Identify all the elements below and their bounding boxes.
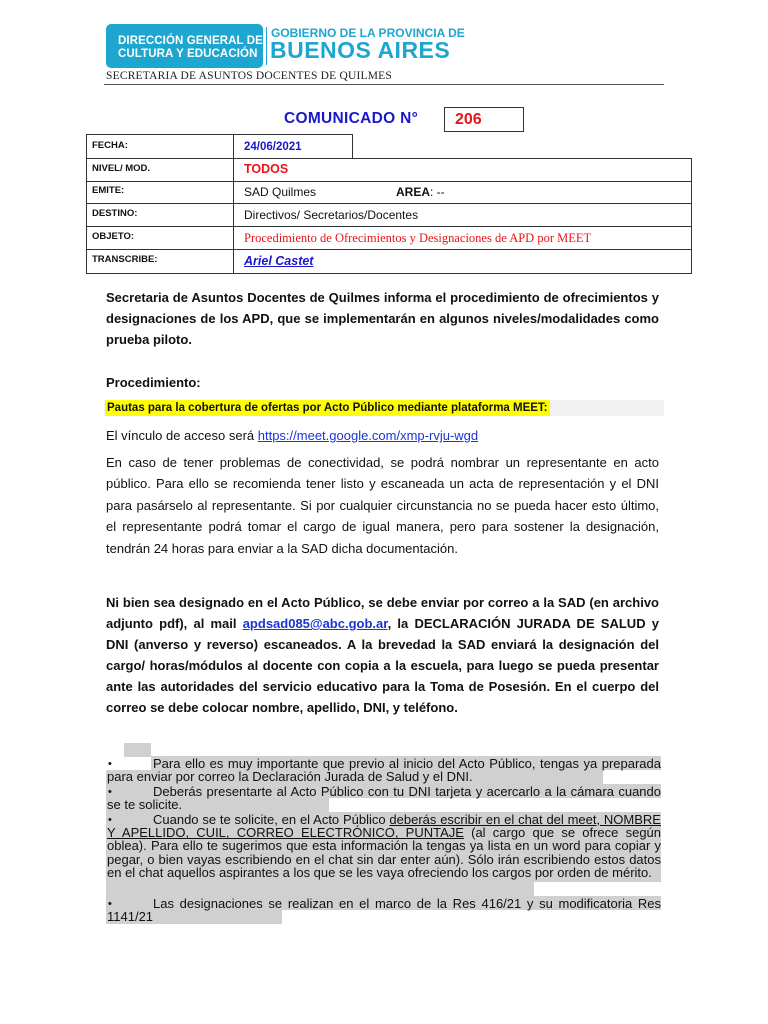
destino-label-cell: [86, 203, 234, 227]
transcribe-label: TRANSCRIBE:: [92, 254, 158, 265]
intro-paragraph: Secretaria de Asuntos Docentes de Quilmes informa el procedimiento de ofrecimientos y designaciones de los APD, que se implementarán en algunos niveles/modalidades como prueba piloto.: [106, 290, 659, 347]
vinculo-line: [106, 425, 659, 446]
fecha-label: FECHA:: [92, 140, 128, 151]
emite-value-cell: [233, 181, 692, 204]
emite-value: SAD Quilmes: [244, 185, 317, 199]
destino-value-cell: [233, 203, 692, 227]
designado-part2: , la DECLARACIÓN JURADA DE SALUD y DNI (anverso y reverso) escaneados. A la brevedad la SAD enviará la designación del cargo/ horas/módulos al docente con copia a la escuela, para luego se pueda presentar ante las autoridades del servicio educativo para la Toma de Posesión. En el cuerpo del correo se debe colocar nombre, apellido, DNI, y teléfono.: [106, 616, 659, 715]
emite-label-cell: [86, 181, 234, 204]
objeto-label-cell: [86, 226, 234, 250]
destino-value: Directivos/ Secretarios/Docentes: [244, 208, 419, 222]
meet-link[interactable]: https://meet.google.com/xmp-rvju-wgd: [257, 428, 479, 443]
gov-province-name: BUENOS AIRES: [270, 37, 451, 63]
logo-line-1: DIRECCIÓN GENERAL DE: [118, 35, 263, 47]
pautas-heading: Pautas para la cobertura de ofertas por Acto Público mediante plataforma MEET:: [107, 402, 548, 414]
bullet-2-marker: •: [108, 786, 112, 798]
objeto-value-cell: [233, 226, 692, 250]
email-link[interactable]: apdsad085@abc.gob.ar: [242, 616, 388, 631]
fecha-label-cell: [86, 134, 234, 159]
logo-divider: [266, 27, 267, 65]
bullet-1-marker: •: [108, 758, 112, 770]
conectividad-paragraph: En caso de tener problemas de conectividad, se podrá nombrar un representante en acto público. Para ello se recomienda tener listo y escaneada un acta de representación y el DNI para pasárselo al representante. Si por cualquier circunstancia no se pueda hacer esto último, el representante podrá tomar el cargo de igual manera, pero para sostener la designación, tendrán 24 horas para enviar a la SAD dicha documentación.: [106, 455, 659, 556]
fecha-value-cell: [233, 134, 353, 159]
comunicado-number: 206: [444, 107, 524, 132]
dgcye-logo: [106, 24, 263, 68]
bullet-3-marker: •: [108, 814, 112, 826]
objeto-value: Procedimiento de Ofrecimientos y Designaciones de APD por MEET: [244, 231, 592, 245]
area-label: AREA: [396, 185, 431, 199]
transcribe-label-cell: [86, 249, 234, 274]
bullet-4-text: Las designaciones se realizan en el marco de la Res 416/21 y su modificatoria Res 1141/21: [107, 896, 661, 925]
bullet-1-text: Para ello es muy importante que previo al inicio del Acto Público, tengas ya preparada para enviar por correo la Declaración Jurada de Salud y el DNI.: [107, 756, 661, 785]
bullet-2-text: Deberás presentarte al Acto Público con tu DNI tarjeta y acercarlo a la cámara cuando se te solicite.: [107, 784, 661, 813]
bullet-3-underlined: deberás escribir en el chat del meet, NOMBRE Y APELLIDO, CUIL, CORREO ELECTRÓNICO, PUNTAJE: [107, 812, 661, 841]
header-divider: [104, 84, 664, 85]
bullet-4-marker: •: [108, 898, 112, 910]
bullet-3-pre: Cuando se te solicite, en el Acto Público: [153, 812, 390, 827]
comunicado-title: COMUNICADO N°: [284, 110, 419, 127]
logo-line-2: CULTURA Y EDUCACIÓN: [118, 48, 258, 60]
objeto-label: OBJETO:: [92, 231, 135, 242]
secretaria-heading: SECRETARIA DE ASUNTOS DOCENTES DE QUILMES: [106, 70, 392, 82]
designado-paragraph: [106, 592, 659, 718]
nivel-value-cell: [233, 158, 692, 182]
nivel-label: NIVEL/ MOD.: [92, 163, 151, 174]
destino-label: DESTINO:: [92, 208, 138, 219]
transcribe-value-cell: [233, 249, 692, 274]
nivel-value: TODOS: [244, 162, 289, 176]
area-value: : --: [430, 185, 445, 199]
vinculo-text: El vínculo de acceso será: [106, 428, 258, 443]
nivel-label-cell: [86, 158, 234, 182]
bullet-3-post: (al cargo que se ofrece según oblea). Para ello te sugerimos que esta información la tengas ya lista en un word para copiar y pegar, o bien vayas escribiendo en el chat sin dar enter aún). Sólo irán escribiendo estos datos en el chat aquellos aspirantes a los que se les vaya ofreciendo los cargos por orden de mérito.: [107, 825, 662, 880]
emite-label: EMITE:: [92, 185, 125, 196]
gov-province-label: GOBIERNO DE LA PROVINCIA DE: [271, 26, 465, 40]
designado-part1: Ni bien sea designado en el Acto Público, se debe enviar por correo a la SAD (en archivo adjunto pdf), al mail: [106, 595, 659, 631]
procedimiento-heading: Procedimiento:: [106, 375, 201, 390]
bullet-3-text: [107, 813, 661, 879]
transcribe-value: Ariel Castet: [244, 254, 314, 268]
fecha-value: 24/06/2021: [244, 141, 302, 153]
